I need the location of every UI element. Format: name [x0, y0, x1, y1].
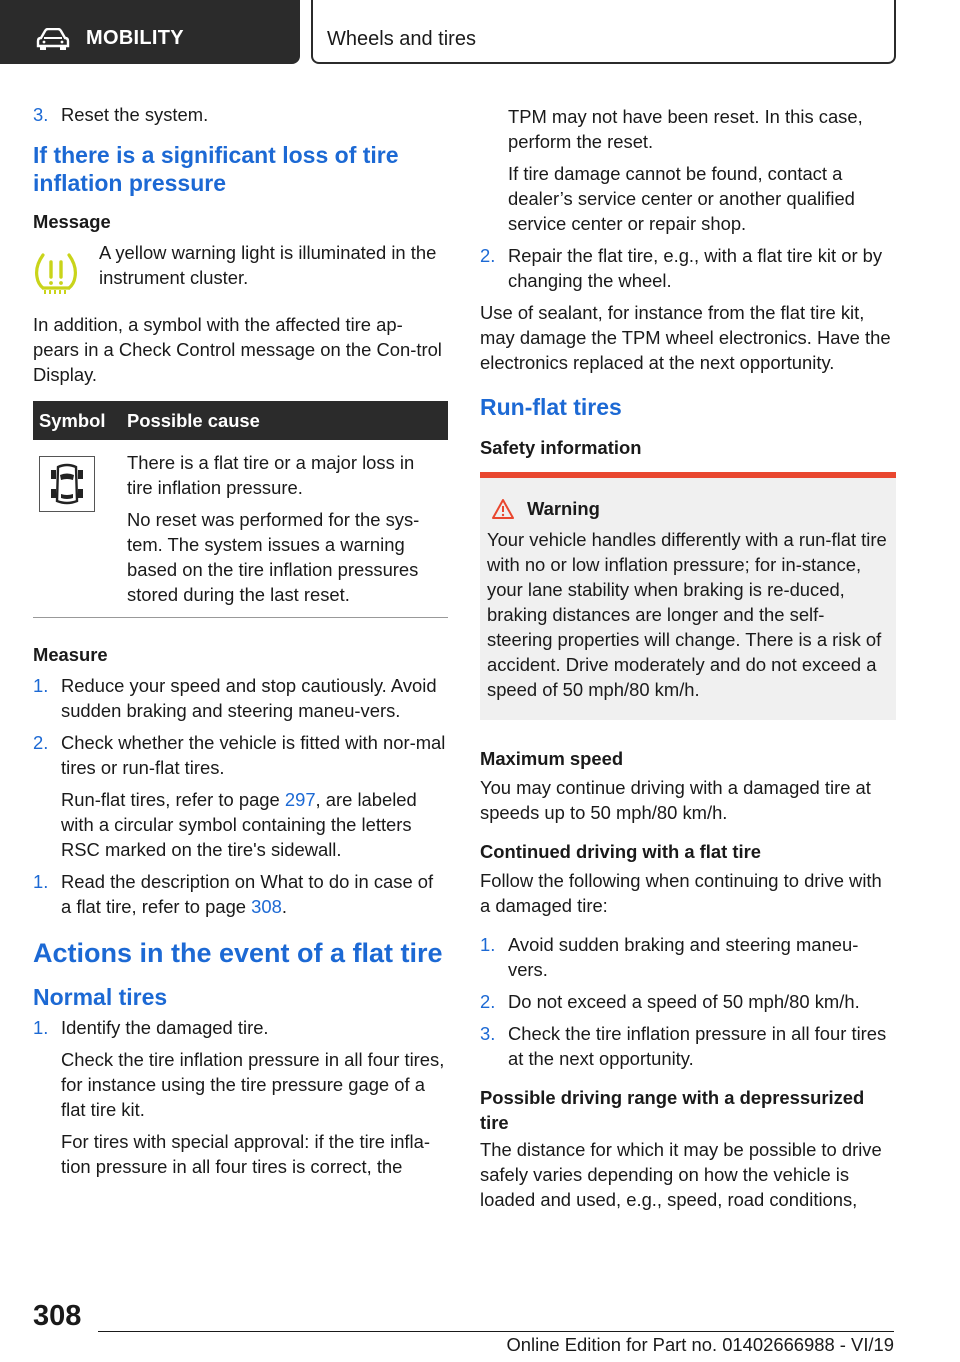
- list-sub-paragraph: Run-flat tires, refer to page 297, are labeled with a circular symbol containing the letters RSC marked on the tire's sidewall.: [61, 789, 417, 860]
- list-item: 2. Do not exceed a speed of 50 mph/80 km/h.: [480, 991, 860, 1012]
- paragraph: Use of sealant, for instance from the flat tire kit, may damage the TPM wheel electronics. Have the electronics replaced at the next opportunity.: [480, 302, 891, 373]
- warning-heading: [487, 496, 889, 521]
- heading-safety: Safety information: [480, 437, 642, 458]
- heading-loss: If there is a significant loss of tire inflation pressure: [33, 142, 399, 196]
- table-row: [33, 440, 448, 618]
- chapter-title: Wheels and tires: [327, 28, 476, 50]
- flat-tire-vehicle-icon: [39, 456, 95, 512]
- list-item: 1. Read the description on What to do in case of a flat tire, refer to page 308.: [33, 871, 434, 917]
- page-footer: [0, 1300, 960, 1362]
- symbol-table: [33, 401, 448, 618]
- right-column: [480, 104, 896, 1212]
- heading-measure: Measure: [33, 644, 108, 665]
- message-row: [33, 240, 448, 302]
- warning-text: Your vehicle handles differently with a run-flat tire with no or low inflation pressure; for in-stance, your lane stability when braking is re-duced, braking distances are longer and the self-steering properties will change. There is a risk of accident. Drive moderately and do not exceed a speed of 50 mph/80 km/h.: [487, 529, 887, 700]
- heading-normal-tires: Normal tires: [33, 984, 168, 1010]
- warning-title: Warning: [527, 498, 600, 519]
- heading-range: Possible driving range with a depressurized tire: [480, 1087, 865, 1133]
- heading-message: Message: [33, 211, 111, 232]
- warning-triangle-icon: [491, 498, 515, 520]
- paragraph: The distance for which it may be possible to drive safely varies depending on how the vehicle is loaded and used, e.g., speed, road conditions,: [480, 1139, 882, 1210]
- list-sub-paragraph: Check the tire inflation pressure in all four tires, for instance using the tire pressure gage of a flat tire kit.: [61, 1049, 445, 1120]
- section-tab: [0, 0, 300, 64]
- list-sub-paragraph: TPM may not have been reset. In this case, perform the reset.: [508, 106, 863, 152]
- car-icon: [36, 28, 70, 55]
- paragraph: You may continue driving with a damaged tire at speeds up to 50 mph/80 km/h.: [480, 777, 871, 823]
- warning-box: [480, 472, 896, 720]
- list-item: 1. Identify the damaged tire.: [33, 1017, 269, 1038]
- list-item: 2. Repair the flat tire, e.g., with a flat tire kit or by changing the wheel.: [480, 245, 883, 291]
- edition-note: Online Edition for Part no. 01402666988 - VI/19: [506, 1334, 894, 1355]
- message-text: A yellow warning light is illuminated in the instrument cluster.: [99, 242, 437, 288]
- page-link-297[interactable]: 297: [284, 789, 316, 810]
- heading-run-flat: Run-flat tires: [480, 394, 622, 420]
- list-item: 2. Check whether the vehicle is fitted with nor-mal tires or run-flat tires.: [33, 732, 446, 778]
- page-header: [0, 0, 960, 66]
- list-item: 3. Reset the system.: [33, 104, 209, 125]
- list-sub-paragraph: If tire damage cannot be found, contact a dealer’s service center or another qualified service center or repair shop.: [508, 163, 855, 234]
- cause-text: No reset was performed for the sys-tem. The system issues a warning based on the tire inflation pressures stored during the last reset.: [127, 509, 420, 605]
- table-header-cause: Possible cause: [121, 401, 448, 440]
- list-item: 1. Avoid sudden braking and steering maneu-vers.: [480, 934, 859, 980]
- page-link-308[interactable]: 308: [251, 896, 282, 917]
- cause-text: There is a flat tire or a major loss in tire inflation pressure.: [127, 452, 415, 498]
- tire-pressure-warning-icon: [33, 240, 99, 302]
- page-number: 308: [33, 1300, 82, 1332]
- list-sub-paragraph: For tires with special approval: if the tire infla-tion pressure in all four tires is correct, the: [61, 1131, 430, 1177]
- paragraph: In addition, a symbol with the affected tire ap-pears in a Check Control message on the Con-trol Display.: [33, 314, 442, 385]
- chapter-tab: [311, 0, 896, 64]
- left-column: [33, 102, 448, 1186]
- heading-max-speed: Maximum speed: [480, 748, 624, 769]
- section-label: MOBILITY: [86, 27, 184, 49]
- list-item: 3. Check the tire inflation pressure in all four tires at the next opportunity.: [480, 1023, 887, 1069]
- heading-actions: Actions in the event of a flat tire: [33, 938, 443, 968]
- paragraph: Follow the following when continuing to drive with a damaged tire:: [480, 870, 882, 916]
- heading-continued: Continued driving with a flat tire: [480, 841, 761, 862]
- table-header-symbol: Symbol: [33, 401, 121, 440]
- list-item: 1. Reduce your speed and stop cautiously. Avoid sudden braking and steering maneu-vers.: [33, 675, 437, 721]
- footer-divider: [98, 1331, 894, 1332]
